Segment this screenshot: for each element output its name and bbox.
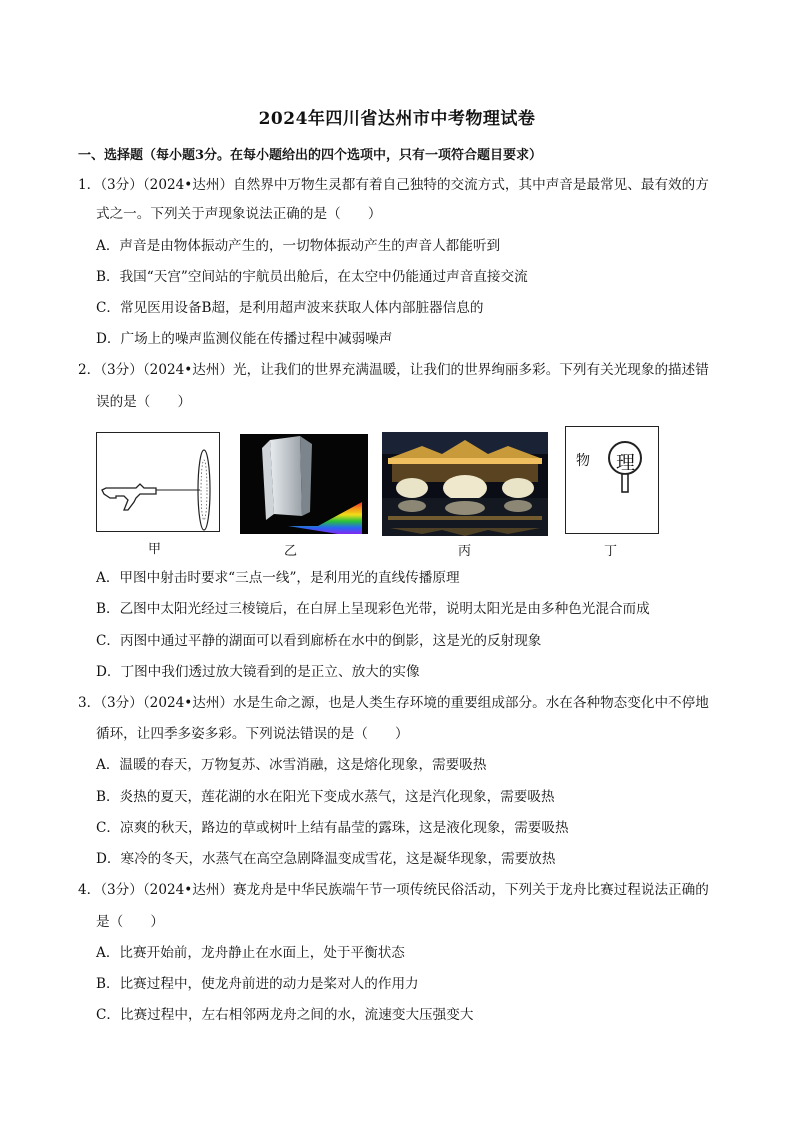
q3-option-b: B．炎热的夏天，莲花湖的水在阳光下变成水蒸气，这是汽化现象，需要吸热 (96, 789, 555, 805)
caption-ding: 丁 (604, 544, 618, 559)
q4-option-c: C．比赛过程中，左右相邻两龙舟之间的水，流速变大压强变大 (96, 1007, 474, 1023)
q1-stem-line2: 式之一。下列关于声现象说法正确的是（ ） (96, 206, 382, 222)
q2-option-b: B．乙图中太阳光经过三棱镜后，在白屏上呈现彩色光带，说明太阳光是由多种色光混合而成 (96, 601, 650, 617)
q1-option-a: A．声音是由物体振动产生的，一切物体振动产生的声音人都能听到 (96, 238, 501, 254)
q3-stem-line1: 3．（3分）（2024•达州）水是生命之源，也是人类生存环境的重要组成部分。水在各种物态变化中不停地 (78, 695, 709, 711)
q3-stem-line2: 循环，让四季多姿多彩。下列说法错误的是（ ） (96, 726, 409, 742)
q4-option-b: B．比赛过程中，使龙舟前进的动力是桨对人的作用力 (96, 976, 419, 992)
q3-option-d: D．寒冷的冬天，水蒸气在高空急剧降温变成雪花，这是凝华现象，需要放热 (96, 851, 556, 867)
q2-option-c: C．丙图中通过平静的湖面可以看到廊桥在水中的倒影，这是光的反射现象 (96, 633, 542, 649)
figure-yi (240, 434, 368, 534)
q2-option-a: A．甲图中射击时要求“三点一线”，是利用光的直线传播原理 (96, 570, 460, 586)
figure-ding-word: 物 (576, 453, 590, 469)
q2-option-d: D．丁图中我们透过放大镜看到的是正立、放大的实像 (96, 664, 420, 680)
figure-ding (565, 426, 659, 534)
q1-option-b: B．我国“天宫”空间站的宇航员出舱后，在太空中仍能通过声音直接交流 (96, 269, 528, 285)
q1-stem-line1: 1．（3分）（2024•达州）自然界中万物生灵都有着自己独特的交流方式，其中声音是最常见、最有效的方 (78, 177, 709, 193)
q4-option-a: A．比赛开始前，龙舟静止在水面上，处于平衡状态 (96, 945, 405, 961)
q1-option-c: C．常见医用设备B超，是利用超声波来获取人体内部脏器信息的 (96, 300, 484, 316)
section-heading: 一、选择题（每小题3分。在每小题给出的四个选项中，只有一项符合题目要求） (78, 148, 543, 163)
caption-yi: 乙 (284, 544, 298, 559)
q2-stem-line2: 误的是（ ） (96, 394, 192, 410)
caption-jia: 甲 (148, 542, 162, 557)
caption-bing: 丙 (458, 544, 472, 559)
figure-jia (96, 432, 220, 532)
figure-bing (382, 432, 548, 536)
figure-ding-lens-word: 理 (616, 452, 636, 474)
q3-option-c: C．凉爽的秋天，路边的草或树叶上结有晶莹的露珠，这是液化现象，需要吸热 (96, 820, 569, 836)
q3-option-a: A．温暖的春天，万物复苏、冰雪消融，这是熔化现象，需要吸热 (96, 757, 487, 773)
q4-stem-line1: 4．（3分）（2024•达州）赛龙舟是中华民族端午节一项传统民俗活动，下列关于龙舟比赛过程说法正确的 (78, 882, 709, 898)
q1-option-d: D．广场上的噪声监测仪能在传播过程中减弱噪声 (96, 331, 393, 347)
page-title: 2024年四川省达州市中考物理试卷 (258, 109, 536, 129)
q2-stem-line1: 2．（3分）（2024•达州）光，让我们的世界充满温暖，让我们的世界绚丽多彩。下列有关光现象的描述错 (78, 362, 709, 378)
q4-stem-line2: 是（ ） (96, 914, 164, 930)
